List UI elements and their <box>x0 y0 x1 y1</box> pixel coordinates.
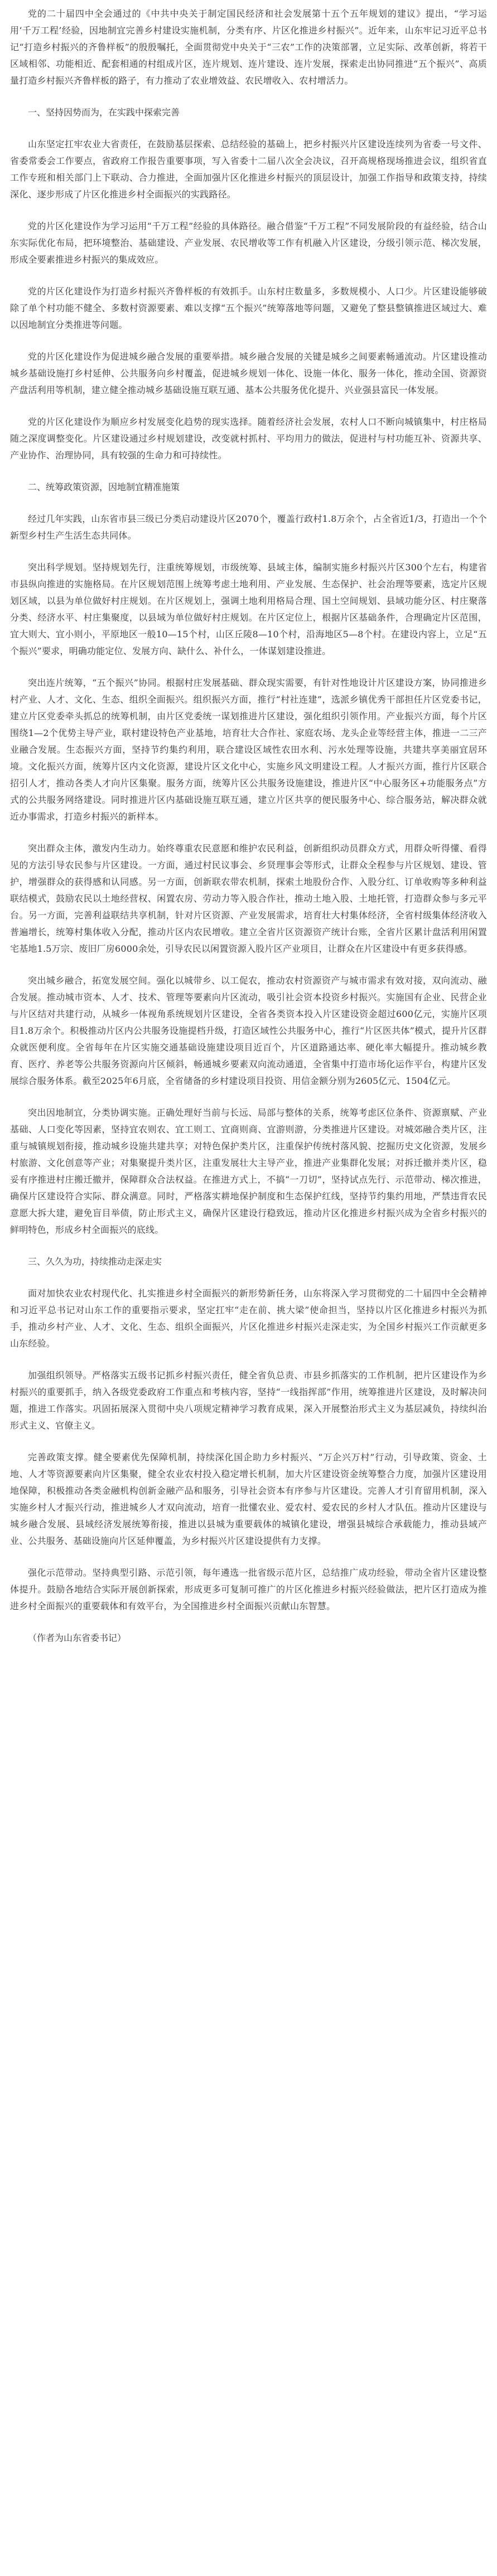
section-2-paragraph: 突出因地制宜，分类协调实施。正确处理好当前与长远、局部与整体的关系，统筹考虑区位条件、资源禀赋、产业基础、人口变化等因素，坚持宜农则农、宜工则工、宜商则商、宜游则游，分类推进片区建设。对城郊融合类片区，注重与城镇规划衔接，推动城乡设施共建共享；对特色保护类片区，注重保护传统村落风貌、挖掘历史文化资源，发展乡村旅游、文化创意等产业；对集聚提升类片区，注重发展壮大主导产业，推进产业集群化发展；对拆迁撤并类片区，稳妥有序推进村庄搬迁撤并，保障群众合法权益。在推进方式上，不搞“一刀切”，坚持试点先行、示范带动、梯次推进，确保片区建设符合实际、群众满意。同时，严格落实耕地保护制度和生态保护红线，坚持节约集约用地，严禁违背农民意愿大拆大建，避免盲目举债，防止形式主义，确保片区建设行稳致远，推动片区化推进乡村振兴成为全省乡村振兴的鲜明特色，形成乡村全面振兴的底线。 <box>10 1107 487 1235</box>
section-3-paragraph: 面对加快农业农村现代化、扎实推进乡村全面振兴的新形势新任务，山东将深入学习贯彻党的二十届四中全会精神和习近平总书记对山东工作的重要指示要求，坚定扛牢“走在前、挑大梁”使命担当，坚持以片区化推进乡村振兴为抓手，推动乡村产业、人才、文化、生态、组织全面振兴，片区化推进乡村振兴走深走实，为全国乡村振兴工作贡献更多山东经验。 <box>10 1288 487 1349</box>
section-1-paragraph: 党的片区化建设作为学习运用“千万工程”经验的具体路径。融合借鉴“千万工程”不同发展阶段的有益经验，结合山东实际优化布局，把环境整治、基础建设、产业发展、农民增收等工作有机融入片区建设，分级引领示范、梯次发展，形成全要素推进乡村振兴的集成效应。 <box>10 221 487 265</box>
section-2-paragraph: 经过几年实践，山东省市县三级已分类启动建设片区2070个，覆盖行政村1.8万余个，占全省近1/3，打造出一个个新型乡村生产生活生态共同体。 <box>10 514 487 541</box>
section-3-paragraph: 加强组织领导。严格落实五级书记抓乡村振兴责任，健全省负总责、市县乡抓落实的工作机制，把片区建设作为乡村振兴的重要抓手，纳入各级党委政府工作重点和考核内容，坚持“一线指挥部”作用，统筹推进片区建设，及时解决问题，推进工作落实。巩固拓展深入贯彻中央八项规定精神学习教育成果，深入开展整治形式主义为基层减负，持续纠治形式主义、官僚主义。 <box>10 1370 487 1431</box>
intro-paragraph: 党的二十届四中全会通过的《中共中央关于制定国民经济和社会发展第十五个五年规划的建议》提出，“学习运用‘千万工程’经验，因地制宜完善乡村建设实施机制，分类有序、片区化推进乡村振兴”。近年来，山东牢记习近平总书记“打造乡村振兴的齐鲁样板”的殷殷嘱托，全面贯彻党中央关于“三农”工作的决策部署，立足实际、改革创新，将若干区域相邻、功能相近、配套相通的村组成片区，连片规划、连片建设、连片发展，探索走出协同推进“五个振兴”、高质量打造乡村振兴齐鲁样板的路子，有力推动了农业增效益、农民增收入、农村增活力。 <box>10 8 487 86</box>
section-2-paragraph: 突出群众主体，激发内生动力。始终尊重农民意愿和维护农民利益，创新组织动员群众方式，用群众听得懂、看得见的方法引导农民参与片区建设。一方面，通过村民议事会、乡贤理事会等形式，让群众全程参与片区规划、建设、管护，增强群众的获得感和认同感。另一方面，创新联农带农机制，探索土地股份合作、入股分红、订单收购等多种利益联结模式，鼓励农民以土地经营权、闲置农房、劳动力等入股合作社，推动土地入股、土地托管，打造群众参与多元平台。另一方面，完善利益联结共享机制，针对片区资源、产业发展需求，培育壮大村集体经济，全省村级集体经济收入普遍增长，统筹村集体收入分配，推动片区内农民增收。建立全省片区资源资产统计台账，全省片区累计盘活利用闲置宅基地1.5万宗、废旧厂房6000余处，引导农民以闲置资源入股片区产业项目，让群众在片区建设中有更多获得感。 <box>10 843 487 954</box>
section-3-paragraph: 强化示范带动。坚持典型引路、示范引领，每年遴选一批省级示范片区，总结推广成功经验，带动全省片区建设整体提升。鼓励各地结合实际开展创新探索，形成更多可复制可推广的片区化推进乡村振兴经验做法，把片区打造成为推进乡村全面振兴的重要载体和有效平台，为全国推进乡村全面振兴贡献山东智慧。 <box>10 1567 487 1611</box>
author-note: （作者为山东省委书记） <box>28 1633 127 1643</box>
section-1-paragraph: 党的片区化建设作为打造乡村振兴齐鲁样板的有效抓手。山东村庄数量多，多数规模小、人口少。片区建设能够破除了单个村功能不健全、多数村资源要素、难以支撑“五个振兴”统筹落地等问题，又避免了整县整镇推进区域过大、难以因地制宜分类推进等问题。 <box>10 286 487 330</box>
section-2-paragraph: 突出连片统筹，“五个振兴”协同。根据村庄发展基础、群众现实需要，有针对性地设计片区建设方案，协同推进乡村产业、人才、文化、生态、组织全面振兴。组织振兴方面，推行“村社连建”，选派乡镇优秀干部担任片区党委书记，建立片区党委牵头抓总的统筹机制，由片区党委统一谋划推进片区建设，强化组织引领作用。产业振兴方面，每个片区围绕1—2个优势主导产业，联村建设特色产业基地，培育壮大合作社、家庭农场、龙头企业等经营主体，推进一二三产业融合发展。生态振兴方面，坚持节约集约利用，联合建设区域性农田水利、污水处理等设施，共建共享美丽宜居环境。文化振兴方面，统筹片区内文化资源，建设片区文化中心，实施乡风文明建设工程。人才振兴方面，推行片区联合招引人才，推动各类人才向片区集聚。服务方面，统筹片区公共服务设施建设，推进片区“中心服务区+功能服务点”方式的公共服务网络建设。同时推进片区内基础设施互联互通，建立片区共享的便民服务中心、综合服务站，解决群众就近办事需求，打造乡村振兴的新样本。 <box>10 677 487 822</box>
section-1-paragraph: 山东坚定扛牢农业大省责任，在鼓励基层探索、总结经验的基础上，把乡村振兴片区建设连续列为省委一号文件、省委常委会工作要点，省政府工作报告重要事项，写入省委十二届八次全会决议，召开高规格现场推进会议，组织省直工作专班和相关部门上下联动、合力推进，全面加强片区化推进乡村振兴的顶层设计，加强工作指导和政策支持，持续深化、逐步形成了片区化推进乡村全面振兴的实践路径。 <box>10 139 487 200</box>
section-heading-1: 一、坚持因势而为，在实践中探索完善 <box>28 107 180 118</box>
section-2-paragraph: 突出城乡融合，拓宽发展空间。强化以城带乡、以工促农，推动农村资源资产与城市需求有效对接，双向流动、融合发展。推动城市资本、人才、技术、管理等要素向片区流动，吸引社会资本投资乡村振兴。实施国有企业、民营企业与片区结对共建行动，从城乡一体视角系统规划片区建设，全省各类资本投入片区建设资金超过600亿元，实施片区项目1.8万余个。积极推动片区内公共服务设施提档升级，打造区域性公共服务中心，推行“片区医共体”模式，提升片区群众就医便利度。全省每年在片区实施交通基础设施建设项目近百个，片区道路通达率、硬化率大幅提升。推动城乡教育、医疗、养老等公共服务资源向片区倾斜，畅通城乡要素双向流动通道，全省集中打造市场化运作平台，构建片区发展综合服务体系。截至2025年6月底，全省储备的乡村建设项目投资、用信金额分别为2605亿元、1504亿元。 <box>10 975 487 1086</box>
section-2-paragraph: 突出科学规划。坚持规划先行，注重统筹规划，市级统筹、县域主体，编制实施乡村振兴片区300个左右，构建省市县纵向推进的实施格局。在片区规划范围上统筹考虑土地利用、产业发展、生态保护、社会治理等要素，选定片区规划区域，以县为单位做好村庄规划。在片区规划上，强调土地利用格局合理、国土空间规划、县域功能分区、村庄聚落分类、经济水平、村庄集聚度，以县域为单位做好村庄规划。在片区定位上，根据片区基础条件，合理确定片区范围，宜大则大、宜小则小，平原地区一般10—15个村，山区丘陵8—10个村，沿海地区5—8个村。在建设内容上，立足“五个振兴”要求，明确功能定位、发展方向、缺什么、补什么，一体谋划建设推进。 <box>10 562 487 656</box>
section-1-paragraph: 党的片区化建设作为顺应乡村发展变化趋势的现实选择。随着经济社会发展，农村人口不断向城镇集中，村庄格局随之深度调整变化。片区建设通过乡村规划建设，改变就村抓村、平均用力的做法，促进村与村功能互补、资源共享、产业协作、治理协同，具有较强的生命力和可持续性。 <box>10 417 487 461</box>
section-1-paragraph: 党的片区化建设作为促进城乡融合发展的重要举措。城乡融合发展的关键是城乡之间要素畅通流动。片区建设推动城乡基础设施打乡村延伸、公共服务向乡村覆盖，促进城乡规划一体化、设施一体化、服务一体化，推动全国、资源资产盘活利用等机制，建立健全推动城乡基础设施互联互通、基本公共服务优化提升、兴业强县富民一体发展。 <box>10 351 487 395</box>
section-3-paragraph: 完善政策支撑。健全要素优先保障机制，持续深化国企助力乡村振兴、“万企兴万村”行动，引导政策、资金、土地、人才等资源要素向片区集聚，健全农业农村投入稳定增长机制，加大片区建设资金统筹整合力度，加强片区建设用地保障，积极推动各类金融机构创新金融产品和服务，引导社会资本有序参与片区建设。完善人才引育留用机制，深入实施乡村人才振兴行动，推进城乡人才双向流动，培育一批懂农业、爱农村、爱农民的乡村人才队伍。推动片区建设与城乡融合发展、县域经济发展统筹衔接，推进以县城为重要载体的城镇化建设，增强县城综合承载能力，推动县域产业、公共服务、基础设施向片区延伸覆盖，为乡村振兴片区建设提供有力支撑。 <box>10 1452 487 1546</box>
section-heading-3: 三、久久为功，持续推动走深走实 <box>28 1256 162 1267</box>
section-heading-2: 二、统筹政策资源，因地制宜精准施策 <box>28 482 180 492</box>
